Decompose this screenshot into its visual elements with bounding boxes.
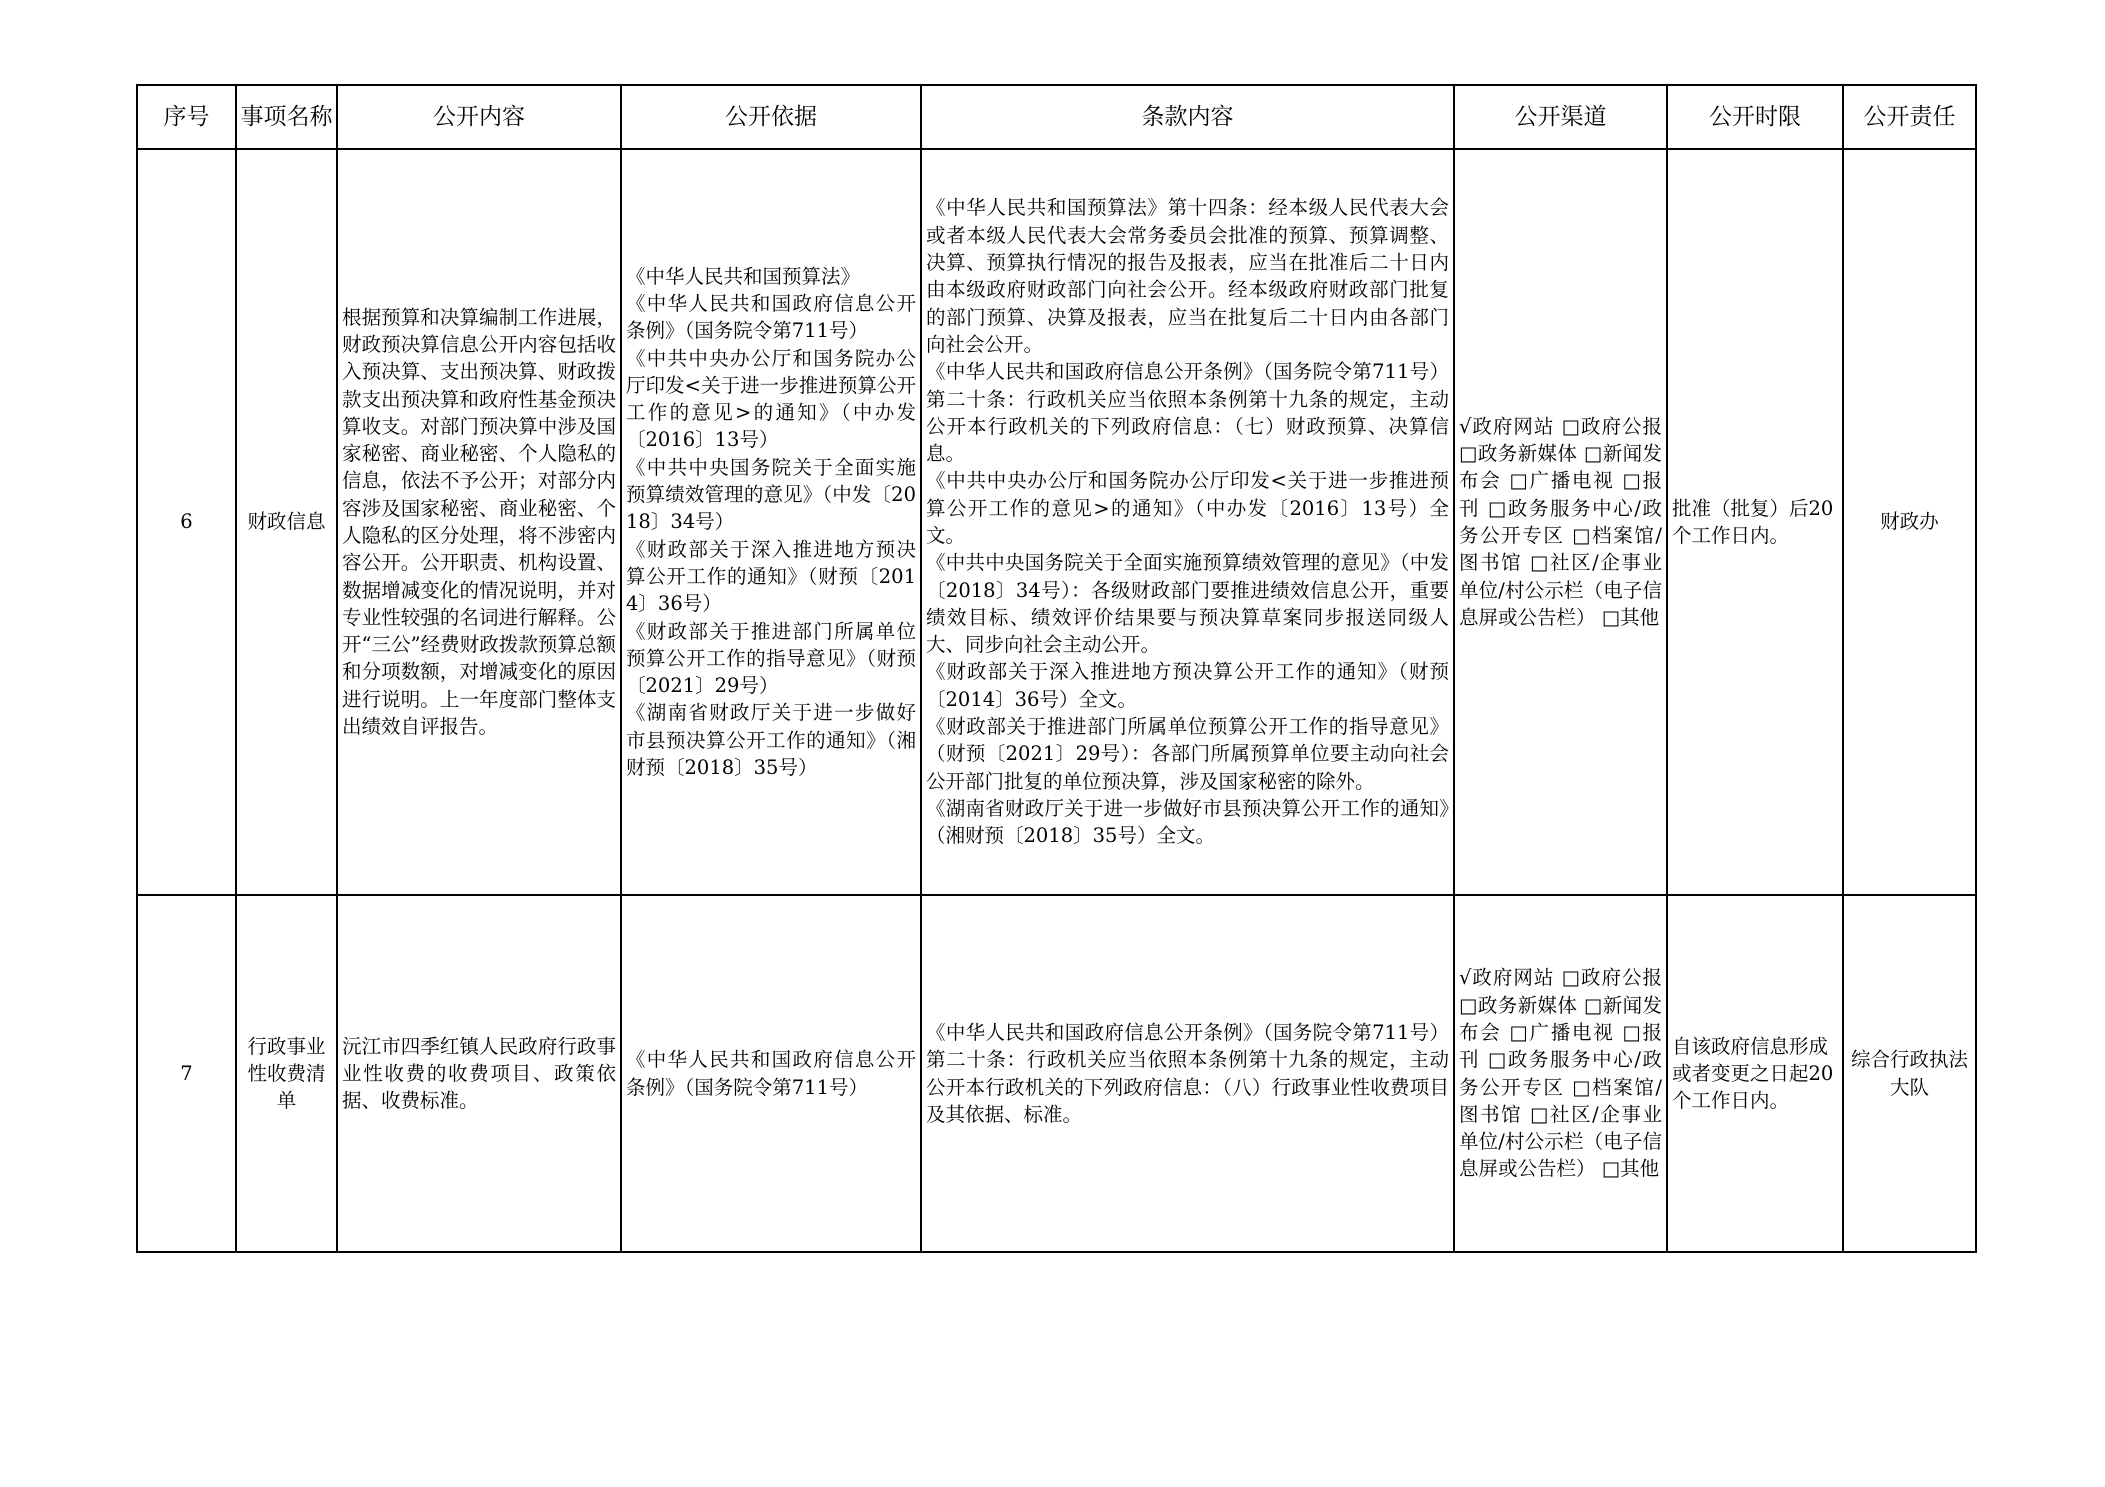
header-row bbox=[137, 85, 1976, 149]
header-seq: 序号 bbox=[137, 85, 236, 149]
table-header bbox=[137, 85, 1976, 149]
cell-basis: 《中华人民共和国预算法》 《中华人民共和国政府信息公开条例》（国务院令第711号） 《中共中央办公厅和国务院办公厅印发<关于进一步推进预算公开工作的意见>的通知》（中办发〔2016〕13号） 《中共中央国务院关于全面实施预算绩效管理的意见》（中发〔2018〕34号） 《财政部关于深入推进地方预决算公开工作的通知》（财预〔2014〕36号） 《财政部关于推进部门所属单位预算公开工作的指导意见》（财预〔2021〕29号） 《湖南省财政厅关于进一步做好市县预决算公开工作的通知》（湘财预〔2018〕35号） bbox=[621, 149, 921, 895]
table-row bbox=[137, 895, 1976, 1252]
cell-responsibility: 财政办 bbox=[1843, 149, 1976, 895]
header-item-name: 事项名称 bbox=[236, 85, 337, 149]
cell-channels: √政府网站 □政府公报 □政务新媒体 □新闻发布会 □广播电视 □报刊 □政务服务中心/政务公开专区 □档案馆/图书馆 □社区/企事业单位/村公示栏（电子信息屏或公告栏） □其他 bbox=[1454, 149, 1667, 895]
cell-clauses: 《中华人民共和国预算法》第十四条：经本级人民代表大会或者本级人民代表大会常务委员会批准的预算、预算调整、决算、预算执行情况的报告及报表，应当在批准后二十日内由本级政府财政部门向社会公开。经本级政府财政部门批复的部门预算、决算及报表，应当在批复后二十日内由各部门向社会公开。 《中华人民共和国政府信息公开条例》（国务院令第711号）第二十条：行政机关应当依照本条例第十九条的规定，主动公开本行政机关的下列政府信息：（七）财政预算、决算信息。 《中共中央办公厅和国务院办公厅印发<关于进一步推进预算公开工作的意见>的通知》（中办发〔2016〕13号）全文。 《中共中央国务院关于全面实施预算绩效管理的意见》（中发〔2018〕34号）：各级财政部门要推进绩效信息公开，重要绩效目标、绩效评价结果要与预决算草案同步报送同级人大、同步向社会主动公开。 《财政部关于深入推进地方预决算公开工作的通知》（财预〔2014〕36号）全文。 《财政部关于推进部门所属单位预算公开工作的指导意见》（财预〔2021〕29号）：各部门所属预算单位要主动向社会公开部门批复的单位预决算，涉及国家秘密的除外。 《湖南省财政厅关于进一步做好市县预决算公开工作的通知》（湘财预〔2018〕35号）全文。 bbox=[921, 149, 1454, 895]
cell-time-limit: 自该政府信息形成或者变更之日起20个工作日内。 bbox=[1667, 895, 1843, 1252]
table-row bbox=[137, 149, 1976, 895]
header-time-limit: 公开时限 bbox=[1667, 85, 1843, 149]
cell-clauses: 《中华人民共和国政府信息公开条例》（国务院令第711号）第二十条：行政机关应当依照本条例第十九条的规定，主动公开本行政机关的下列政府信息：（八）行政事业性收费项目及其依据、标准。 bbox=[921, 895, 1454, 1252]
cell-channels: √政府网站 □政府公报 □政务新媒体 □新闻发布会 □广播电视 □报刊 □政务服务中心/政务公开专区 □档案馆/图书馆 □社区/企事业单位/村公示栏（电子信息屏或公告栏） □其他 bbox=[1454, 895, 1667, 1252]
cell-item-name: 财政信息 bbox=[236, 149, 337, 895]
header-responsibility: 公开责任 bbox=[1843, 85, 1976, 149]
cell-seq: 7 bbox=[137, 895, 236, 1252]
cell-seq: 6 bbox=[137, 149, 236, 895]
cell-time-limit: 批准（批复）后20个工作日内。 bbox=[1667, 149, 1843, 895]
cell-content: 根据预算和决算编制工作进展，财政预决算信息公开内容包括收入预决算、支出预决算、财政拨款支出预决算和政府性基金预决算收支。对部门预决算中涉及国家秘密、商业秘密、个人隐私的信息，依法不予公开；对部分内容涉及国家秘密、商业秘密、个人隐私的区分处理，将不涉密内容公开。公开职责、机构设置、数据增减变化的情况说明，并对专业性较强的名词进行解释。公开“三公”经费财政拨款预算总额和分项数额，对增减变化的原因进行说明。上一年度部门整体支出绩效自评报告。 bbox=[337, 149, 621, 895]
cell-basis: 《中华人民共和国政府信息公开条例》（国务院令第711号） bbox=[621, 895, 921, 1252]
cell-responsibility: 综合行政执法大队 bbox=[1843, 895, 1976, 1252]
header-content: 公开内容 bbox=[337, 85, 621, 149]
cell-content: 沅江市四季红镇人民政府行政事业性收费的收费项目、政策依据、收费标准。 bbox=[337, 895, 621, 1252]
header-basis: 公开依据 bbox=[621, 85, 921, 149]
table-body bbox=[137, 149, 1976, 1252]
header-channels: 公开渠道 bbox=[1454, 85, 1667, 149]
cell-item-name: 行政事业性收费清单 bbox=[236, 895, 337, 1252]
header-clauses: 条款内容 bbox=[921, 85, 1454, 149]
disclosure-table bbox=[136, 84, 1977, 1253]
